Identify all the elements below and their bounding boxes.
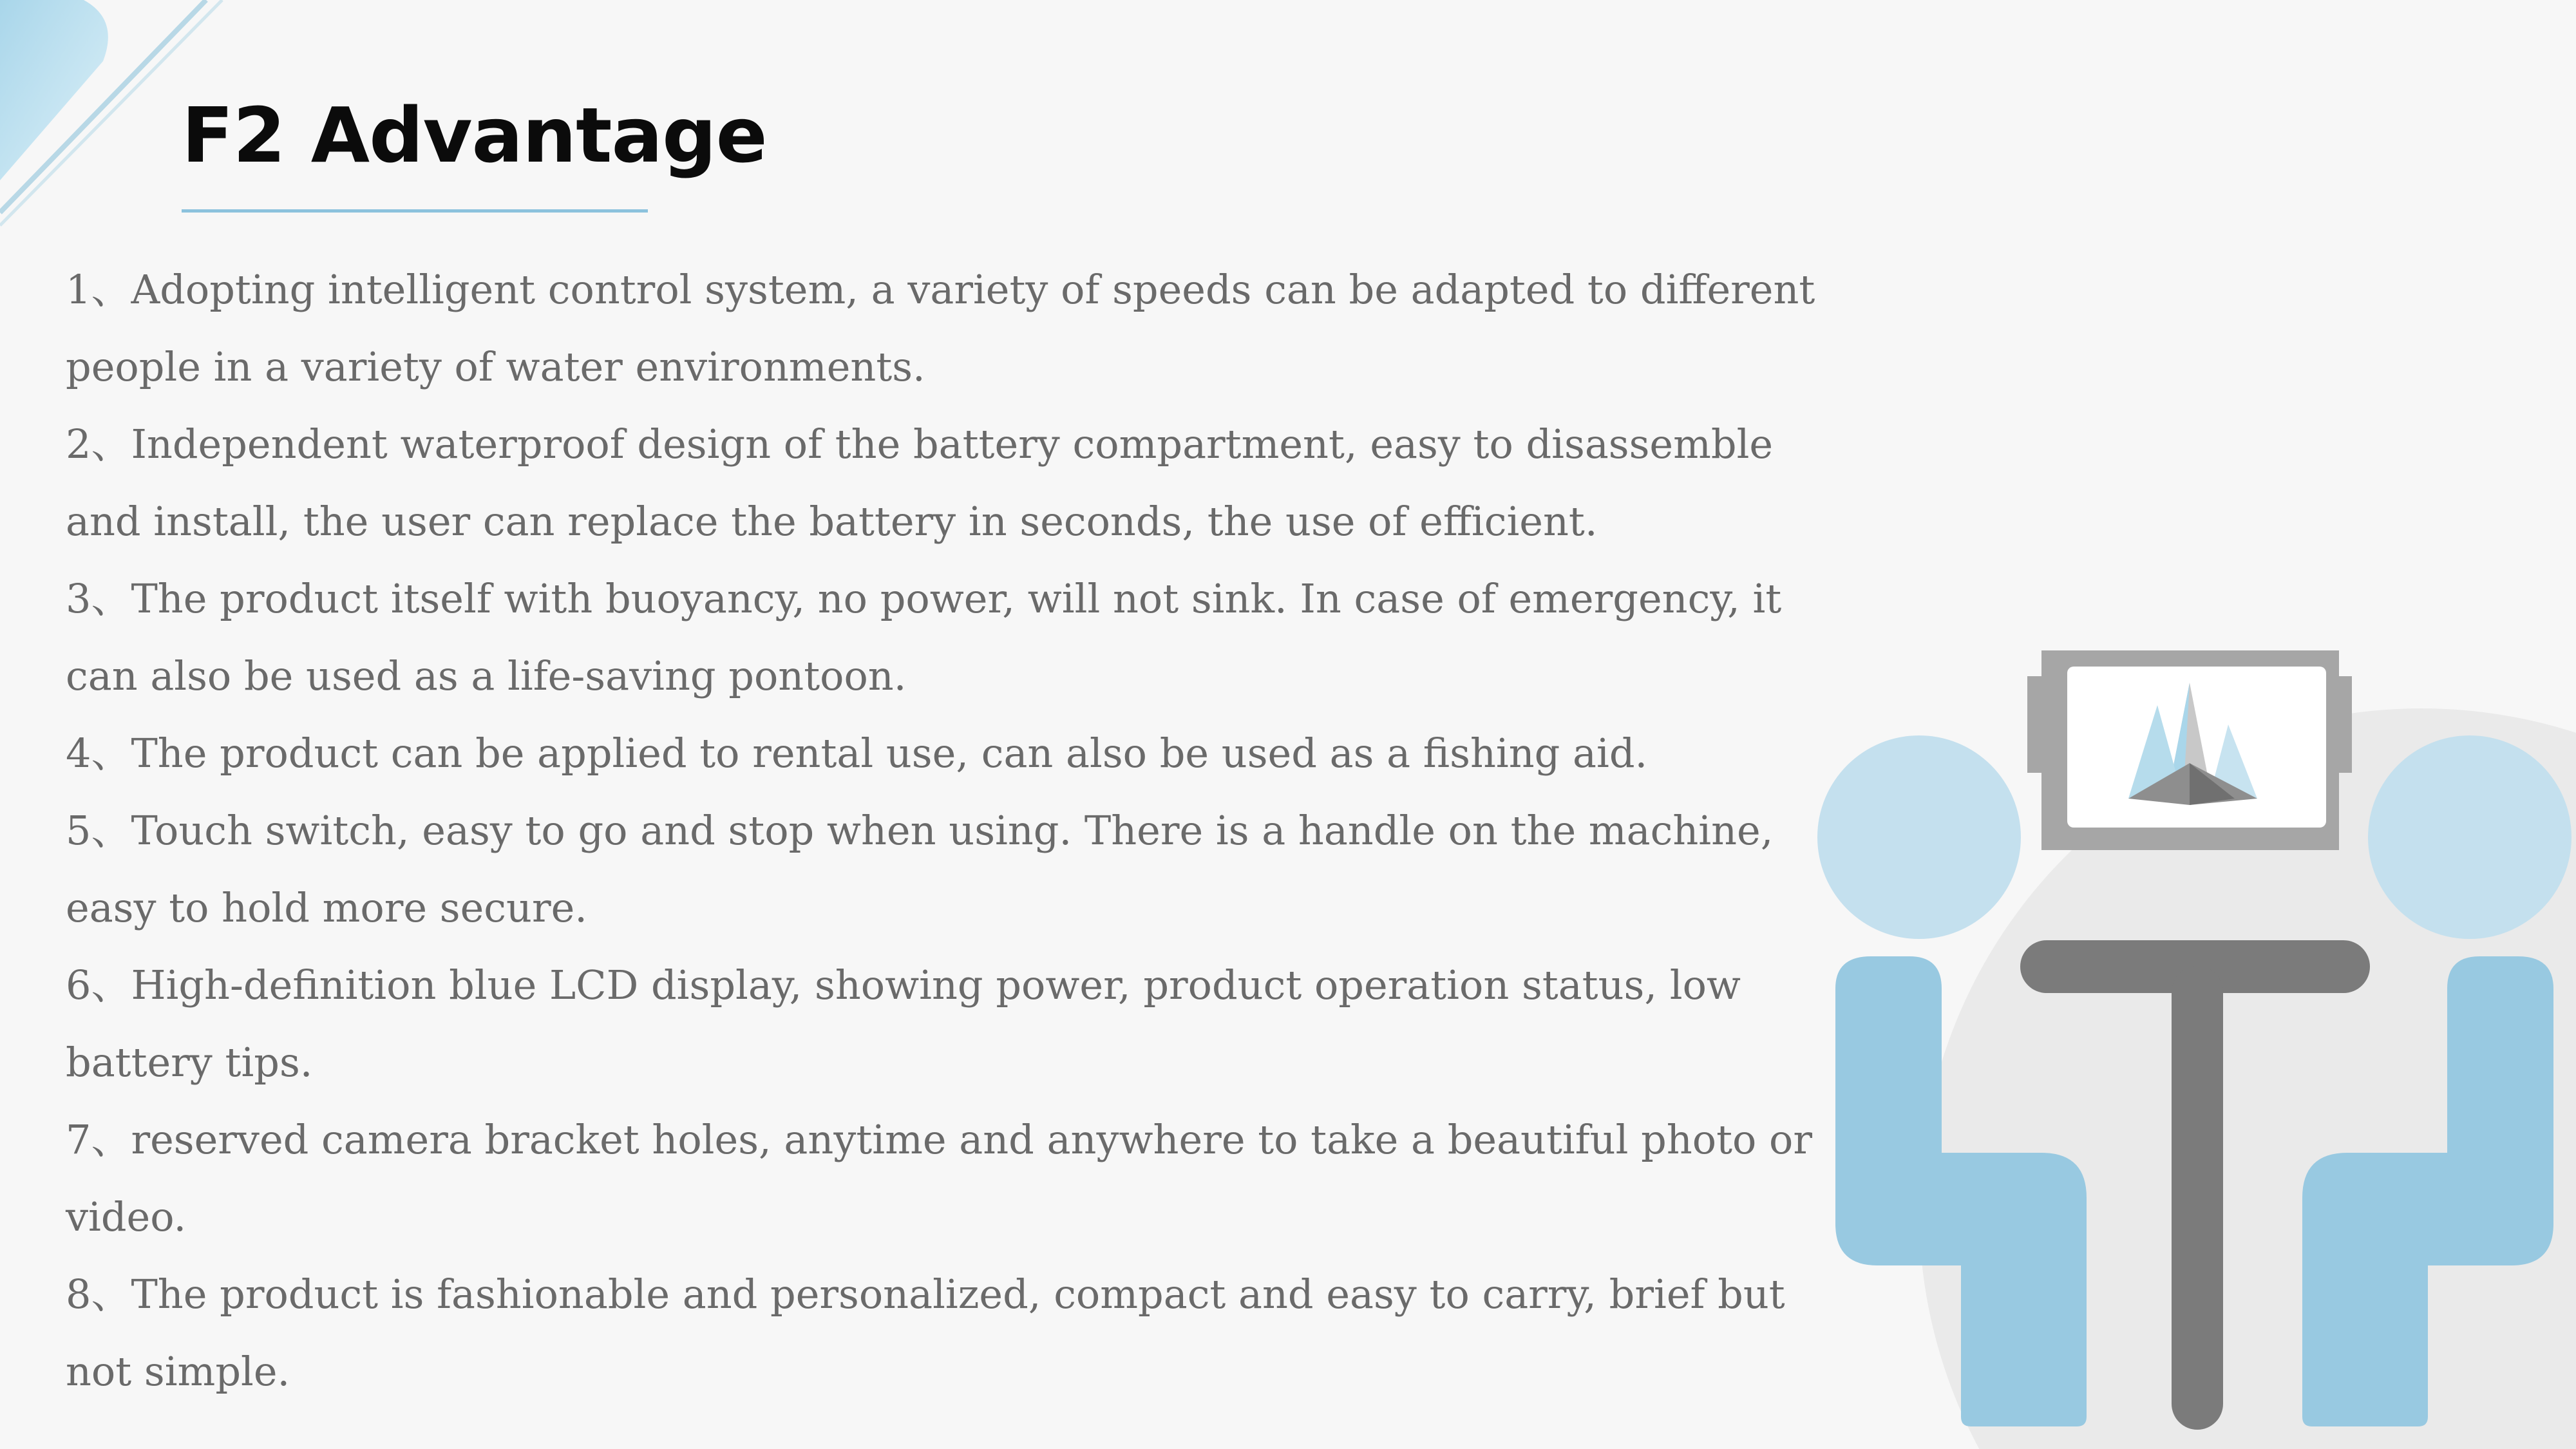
meeting-icon bbox=[1777, 644, 2576, 1449]
title-underline bbox=[182, 209, 648, 213]
advantage-item: 4、The product can be applied to rental use, can also be used as a fishing aid. bbox=[66, 730, 1648, 777]
advantages-list bbox=[66, 251, 1830, 1410]
advantage-item: 8、The product is fashionable and personalized, compact and easy to carry, brief but not simple. bbox=[66, 1271, 1785, 1395]
advantage-item: 1、Adopting intelligent control system, a variety of speeds can be adapted to different people in a variety of water environments. bbox=[66, 266, 1815, 390]
advantage-item: 6、High-definition blue LCD display, showing power, product operation status, low battery tips. bbox=[66, 961, 1741, 1086]
advantage-item: 3、The product itself with buoyancy, no power, will not sink. In case of emergency, it can also be used as a life-saving pontoon. bbox=[66, 575, 1782, 699]
slide-title: F2 Advantage bbox=[182, 91, 767, 180]
advantage-item: 2、Independent waterproof design of the battery compartment, easy to disassemble and install, the user can replace the battery in seconds, the use of efficient. bbox=[66, 421, 1774, 545]
advantage-item: 5、Touch switch, easy to go and stop when using. There is a handle on the machine, easy to hold more secure. bbox=[66, 807, 1774, 931]
advantage-item: 7、reserved camera bracket holes, anytime and anywhere to take a beautiful photo or video. bbox=[66, 1116, 1812, 1240]
